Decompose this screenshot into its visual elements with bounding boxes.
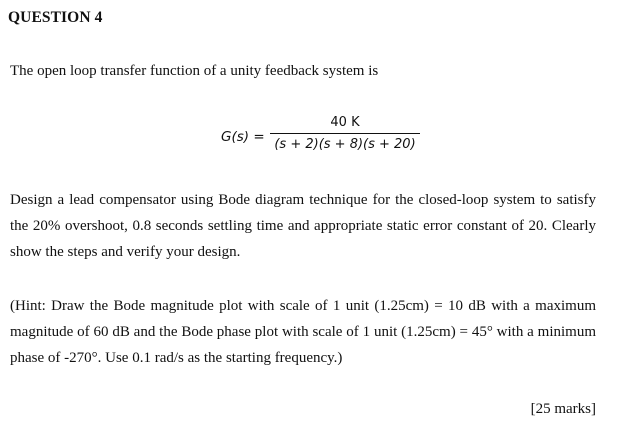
equation-fraction (269, 115, 421, 152)
design-text: Design a lead compensator using Bode diagram technique for the closed-loop system to satisfy the 20% overshoot, 0.8 seconds settling time and appropriate static error constant of 20. Clearly show the steps and verify your design. (10, 192, 596, 260)
hint-text: (Hint: Draw the Bode magnitude plot with scale of 1 unit (1.25cm) = 10 dB with a maximum magnitude of 60 dB and the Bode phase plot with scale of 1 unit (1.25cm) = 45° with a minimum phase of -270°. Use 0.1 rad/s as the starting frequency.) (10, 298, 596, 366)
intro-text: The open loop transfer function of a unity feedback system is (10, 63, 379, 79)
equation-lhs: G(s) = (221, 129, 265, 145)
marks-label: [25 marks] (530, 401, 596, 417)
question-heading: QUESTION 4 (8, 9, 103, 26)
transfer-function-equation (221, 115, 461, 161)
equation-denominator: (s + 2)(s + 8)(s + 20) (274, 137, 416, 152)
hint-paragraph (10, 293, 596, 371)
design-paragraph (10, 187, 596, 265)
equation-numerator: 40 K (330, 115, 360, 130)
